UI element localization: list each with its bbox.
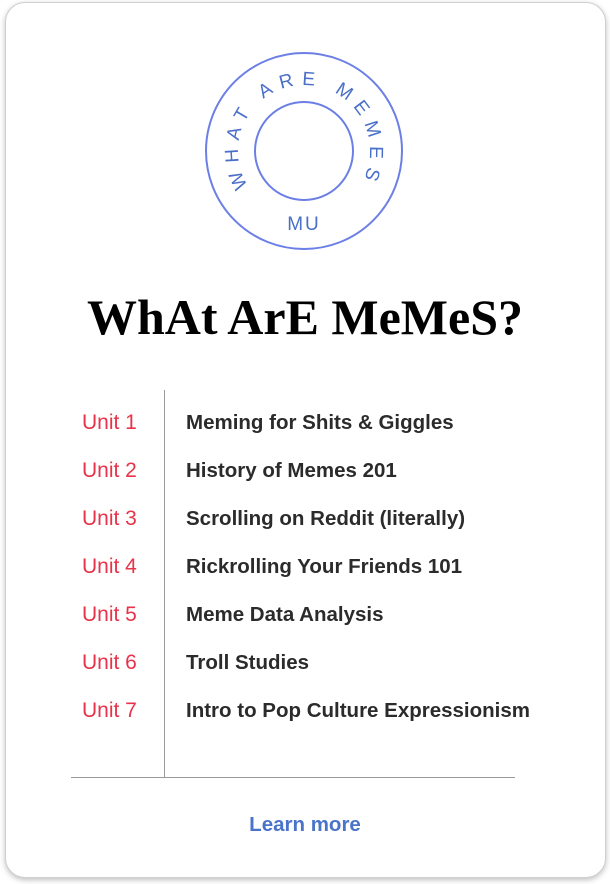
unit-title: Intro to Pop Culture Expressionism <box>186 699 530 722</box>
unit-label: Unit 6 <box>82 651 137 674</box>
unit-row <box>0 651 610 681</box>
logo-inner-ring <box>255 102 353 200</box>
unit-title: Meme Data Analysis <box>186 603 384 626</box>
unit-title: Meming for Shits & Giggles <box>186 411 454 434</box>
unit-label: Unit 5 <box>82 603 137 626</box>
unit-row <box>0 507 610 537</box>
divider-horizontal <box>71 777 515 778</box>
page-title: WhAt ArE MeMeS? <box>86 289 524 345</box>
logo-seal <box>200 47 410 257</box>
learn-more-link[interactable]: Learn more <box>249 813 361 836</box>
unit-title: Troll Studies <box>186 651 310 674</box>
unit-row <box>0 555 610 585</box>
logo-ring-text: WHAT ARE MEMES <box>221 68 387 193</box>
unit-title: Scrolling on Reddit (literally) <box>186 507 466 530</box>
unit-row <box>0 411 610 441</box>
unit-label: Unit 2 <box>82 459 137 482</box>
unit-label: Unit 4 <box>82 555 137 578</box>
logo-initials: MU <box>287 214 321 235</box>
unit-row <box>0 603 610 633</box>
unit-row <box>0 459 610 489</box>
unit-label: Unit 3 <box>82 507 137 530</box>
unit-title: History of Memes 201 <box>186 459 397 482</box>
unit-label: Unit 1 <box>82 411 137 434</box>
unit-title: Rickrolling Your Friends 101 <box>186 555 463 578</box>
unit-label: Unit 7 <box>82 699 137 722</box>
unit-row <box>0 699 610 729</box>
